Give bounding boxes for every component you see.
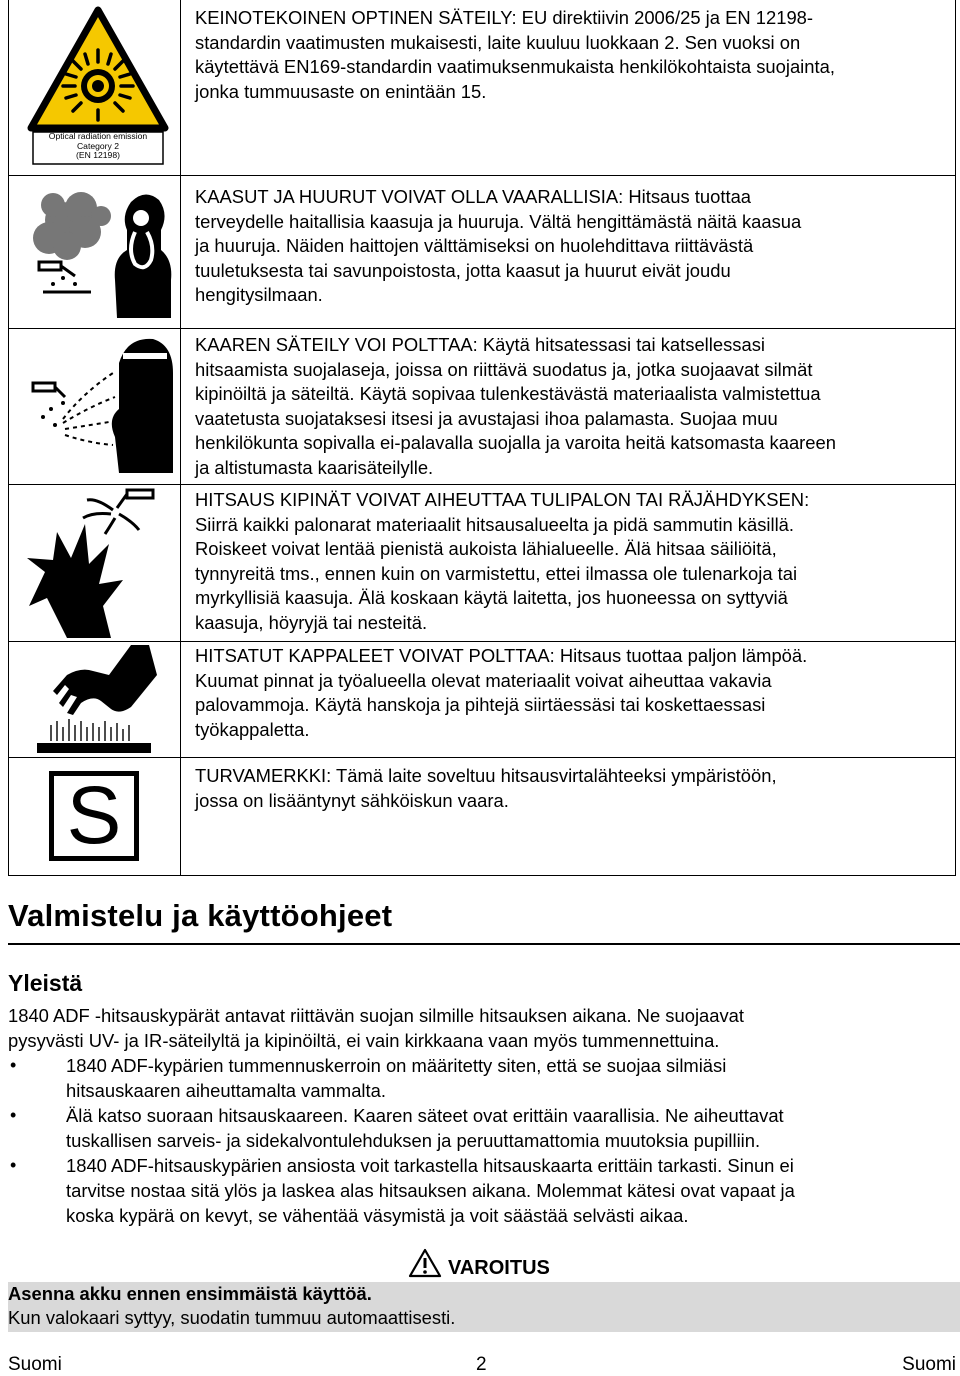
intro-paragraph	[8, 1003, 953, 1053]
hazard-table	[8, 0, 956, 876]
caption-line: (EN 12198)	[76, 150, 120, 161]
text-line: koska kypärä on kevyt, se vähentää väsymistä ja voit säästää selvästi aikaa.	[66, 1205, 689, 1226]
list-item	[8, 1153, 953, 1228]
row-divider	[9, 484, 955, 485]
caption-line: Category 2	[76, 140, 120, 151]
warning-label: VAROITUS	[448, 1257, 550, 1279]
text-line: KAASUT JA HUURUT VOIVAT OLLA VAARALLISIA: Hitsaus tuottaa	[195, 186, 752, 207]
footer-language-right: Suomi	[902, 1354, 956, 1375]
list-item	[8, 1053, 953, 1103]
text-line: käytettävä EN169-standardin vaatimuksenmukaista henkilökohtaista suojainta,	[195, 56, 835, 78]
text-line: jossa on lisääntynyt sähköiskun vaara.	[195, 789, 509, 811]
subsection-title: Yleistä	[8, 970, 83, 996]
text-line: myrkyllisiä kaasuja. Älä koskaan käytä laitetta, jos huoneessa on syttyviä	[195, 587, 788, 609]
safety-mark-s-icon	[49, 771, 139, 861]
text-line: TURVAMERKKI: Tämä laite soveltuu hitsausvirtalähteeksi ympäristöön,	[195, 765, 777, 786]
hazard-text-sparks	[195, 488, 945, 636]
fumes-gases-icon	[23, 180, 173, 320]
hot-parts-icon	[31, 645, 161, 755]
radiation-category-caption	[33, 132, 163, 161]
list-item	[8, 1103, 953, 1153]
page-number: 2	[476, 1354, 487, 1375]
text-line: • Älä katso suoraan hitsauskaareen. Kaaren säteet ovat erittäin vaarallisia. Ne aiheuttavat	[66, 1105, 784, 1126]
text-line: kipinöiltä ja säteiltä. Käytä sopivaa tulenkestävästä materiaalista valmistettua	[195, 383, 821, 405]
text-line: HITSAUS KIPINÄT VOIVAT AIHEUTTAA TULIPALON TAI RÄJÄHDYKSEN:	[195, 489, 810, 510]
text-line: KAAREN SÄTEILY VOI POLTTAA: Käytä hitsatessasi tai katsellessasi	[195, 334, 765, 355]
text-line: standardin vaatimusten mukaisesti, laite kuuluu luokkaan 2. Sen vuoksi on	[195, 31, 801, 53]
warning-triangle-icon	[408, 1248, 442, 1278]
text-line: jonka tummuusaste on enintään 15.	[195, 80, 487, 102]
caption-line: Optical radiation emission	[48, 131, 148, 141]
footer-language-left: Suomi	[8, 1354, 62, 1375]
warning-line: Kun valokaari syttyy, suodatin tummuu automaattisesti.	[8, 1307, 456, 1328]
hazard-text-arc	[195, 333, 945, 481]
row-divider	[9, 328, 955, 329]
row-divider	[9, 757, 955, 758]
text-line: vaatetusta suojataksesi itsesi ja avustajasi ihoa palamasta. Suojaa muu	[195, 407, 778, 429]
text-line: tuuletuksesta tai savunpoistosta, jotta kaasut ja huurut eivät joudu	[195, 259, 731, 281]
hazard-text-hot	[195, 644, 945, 742]
warning-line-bold: Asenna akku ennen ensimmäistä käyttöä.	[8, 1283, 372, 1304]
text-line: ja altistumasta kaarisäteilylle.	[195, 456, 434, 478]
hazard-text-fumes	[195, 185, 945, 308]
text-line: hitsauskaaren aiheuttamalta vammalta.	[66, 1080, 386, 1101]
text-line: tynnyreitä tms., ennen kuin on varmistettu, ettei ilmassa ole tulenarkoja tai	[195, 562, 798, 584]
text-line: • 1840 ADF-hitsauskypärien ansiosta voit tarkastella hitsauskaarta erittäin tarkasti. Sinun ei	[66, 1155, 794, 1176]
hazard-text-optical	[195, 6, 945, 104]
hazard-text-safety-mark	[195, 764, 945, 813]
text-line: työkappaletta.	[195, 718, 310, 740]
text-line: Roiskeet voivat lentää pienistä aukoista lähialueelle. Älä hitsaa säiliöitä,	[195, 538, 777, 560]
sparks-explosion-icon	[27, 488, 167, 638]
text-line: Kuumat pinnat ja työalueella olevat materiaalit voivat aiheuttaa vakavia	[195, 669, 772, 691]
text-line: Siirrä kaikki palonarat materiaalit hitsausalueelta ja pidä sammutin käsillä.	[195, 513, 794, 535]
s-letter: S	[66, 770, 122, 861]
text-line: palovammoja. Käytä hanskoja ja pihtejä siirtäessäsi tai koskettaessasi	[195, 694, 766, 716]
text-line: ja huuruja. Näiden haittojen välttämiseksi on huolehdittava riittävästä	[195, 235, 754, 257]
text-line: KEINOTEKOINEN OPTINEN SÄTEILY: EU direktiivin 2006/25 ja EN 12198-	[195, 7, 814, 28]
text-line: • 1840 ADF-kypärien tummennuskerroin on määritetty siten, että se suojaa silmiäsi	[66, 1055, 727, 1076]
text-line: HITSATUT KAPPALEET VOIVAT POLTTAA: Hitsaus tuottaa paljon lämpöä.	[195, 645, 808, 666]
row-divider	[9, 641, 955, 642]
section-title: Valmistelu ja käyttöohjeet	[8, 898, 393, 933]
text-line: hitsaamista suojalaseja, joissa on riittävä suodatus ja, jotka suojaavat silmät	[195, 358, 813, 380]
text-line: kaasuja, höyryjä tai nesteitä.	[195, 611, 428, 633]
text-line: 1840 ADF -hitsauskypärät antavat riittävän suojan silmille hitsauksen aikana. Ne suojaavat	[8, 1005, 745, 1026]
text-line: pysyvästi UV- ja IR-säteilyltä ja kipinöiltä, ei vain kirkkaana vaan myös tummennettuina.	[8, 1030, 720, 1051]
text-line: terveydelle haitallisia kaasuja ja huuruja. Vältä hengittämästä näitä kaasua	[195, 210, 802, 232]
text-line: tarvitse nostaa sitä ylös ja laskea alas hitsauksen aikana. Molemmat kätesi ovat vapaat ja	[66, 1180, 795, 1201]
title-underline	[8, 943, 960, 945]
warning-box	[8, 1282, 960, 1332]
arc-rays-icon	[23, 333, 173, 479]
text-line: tuskallisen sarveis- ja sidekalvontulehduksen ja peruuttamattomia muutoksia pupilliin.	[66, 1130, 761, 1151]
row-divider	[9, 175, 955, 176]
text-line: henkilökunta sopivalla ei-palavalla suojalla ja varoita heitä katsomasta kaareen	[195, 432, 836, 454]
text-line: hengitysilmaan.	[195, 284, 323, 306]
bullet-list	[8, 1053, 953, 1228]
